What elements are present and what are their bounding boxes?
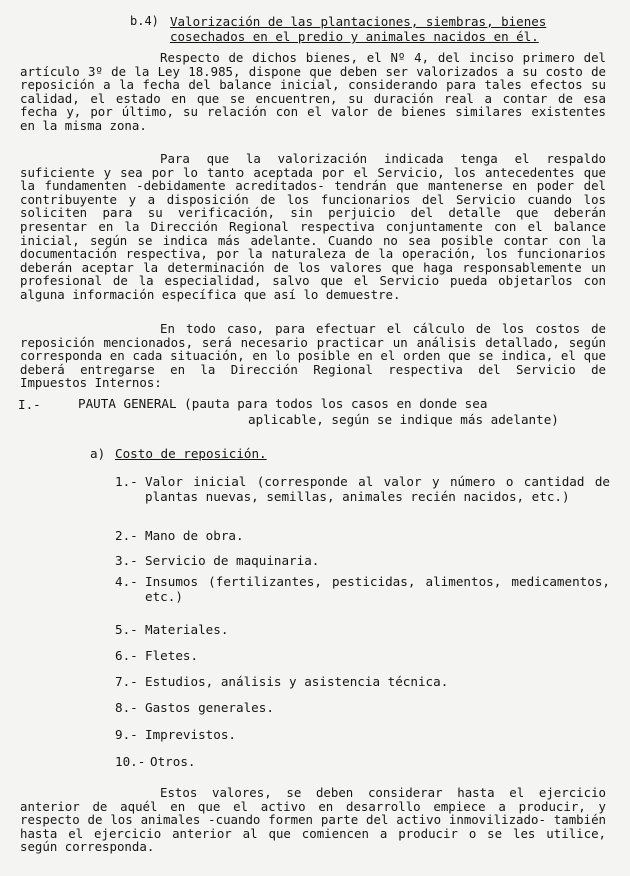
section-title-line-2: aplicable, según se indique más adelante) [248, 412, 559, 427]
list-item: 8.- Gastos generales. [115, 700, 274, 715]
list-item: 2.- Mano de obra. [115, 528, 244, 543]
section-roman-number: I.- [18, 397, 41, 412]
paragraph-2: Para que la valorización indicada tenga el respaldo suficiente y sea por lo tanto aceptada por el Servicio, los antecedentes que la fundamenten -debidamente acreditados- tendrán que mantenerse en poder del contribuyente y a disposición de los funcionarios del Servicio cuando los soliciten para su verificación, sin perjuicio del detalle que deberán presentar en la Dirección Regional respectiva conjuntamente con el balance inicial, según se indica más adelante. Cuando no sea posible contar con la documentación respectiva, por la naturaleza de la operación, los funcionarios deberán aceptar la determinación de los valores que haga responsablemente un profesional de la especialidad, salvo que el Servicio pueda objetarlos con alguna información específica que así lo demuestre. [20, 151, 606, 302]
heading-line-2: cosechados en el predio y animales nacidos en él. [170, 29, 539, 44]
list-item: 6.- Fletes. [115, 648, 199, 663]
list-item: 1.- Valor inicial (corresponde al valor y número o cantidad de plantas nuevas, semillas, animales recién nacidos, etc.) [115, 474, 610, 504]
list-item: 9.- Imprevistos. [115, 727, 236, 742]
list-item: 7.- Estudios, análisis y asistencia técnica. [115, 674, 449, 689]
heading-line-1: Valorización de las plantaciones, siembras, bienes [170, 14, 547, 29]
closing-paragraph: Estos valores, se deben considerar hasta el ejercicio anterior de aquél en que el activo en desarrollo empiece a producir, y respecto de los animales -cuando formen parte del activo inmovilizado- también hasta el ejercicio anterior al que comiencen a producir o se les utilice, según corresponda. [20, 785, 606, 855]
section-title-line-1: PAUTA GENERAL (pauta para todos los casos en donde sea [78, 396, 488, 411]
subsection-title: Costo de reposición. [115, 446, 267, 461]
list-item: 3.- Servicio de maquinaria. [115, 553, 320, 568]
list-item: 4.- Insumos (fertilizantes, pesticidas, alimentos, medicamentos, etc.) [115, 574, 610, 604]
paragraph-1: Respecto de dichos bienes, el Nº 4, del inciso primero del artículo 3º de la Ley 18.985, dispone que deben ser valorizados a su costo de reposición a la fecha del balance inicial, considerando para tales efectos su calidad, el estado en que se encuentren, su duración real a contar de esa fecha y, por último, su relación con el valor de bienes similares existentes en la misma zona. [20, 50, 606, 133]
list-item: 5.- Materiales. [115, 622, 229, 637]
section-number: b.4) [130, 14, 159, 28]
subsection-label: a) [90, 446, 106, 461]
paragraph-3: En todo caso, para efectuar el cálculo de los costos de reposición mencionados, será necesario practicar un análisis detallado, según corresponda en cada situación, en lo posible en el orden que se indica, el que deberá entregarse en la Dirección Regional respectiva del Servicio de Impuestos Internos: [20, 321, 606, 391]
list-item: 10.- Otros. [115, 754, 196, 769]
